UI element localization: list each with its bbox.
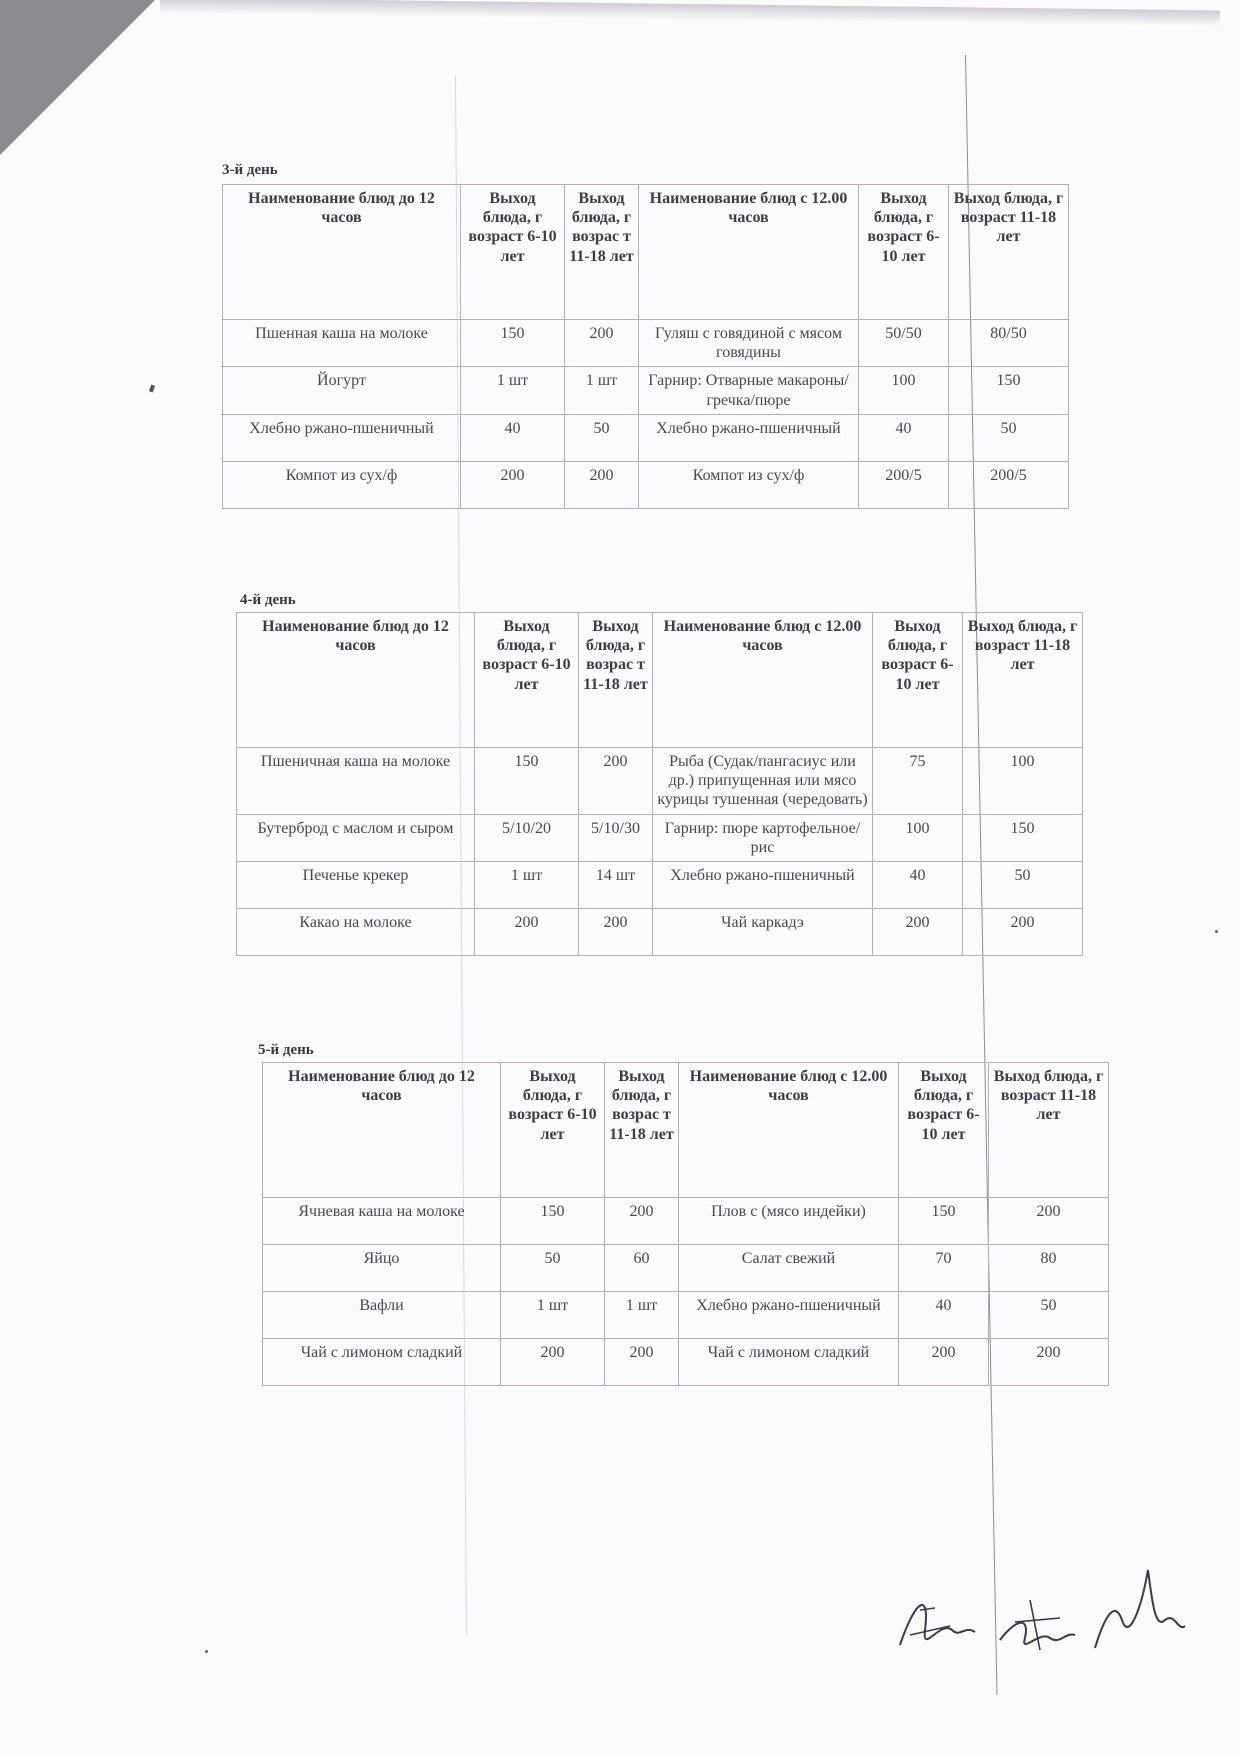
yield-6-10-b: 40	[859, 414, 949, 461]
yield-11-18-b: 200/5	[949, 461, 1069, 508]
dish-after-noon: Гарнир: Отварные макароны/ гречка/пюре	[639, 367, 859, 414]
dish-after-noon: Хлебно ржано-пшеничный	[653, 861, 873, 908]
yield-11-18: 60	[605, 1245, 679, 1292]
table-row	[237, 814, 1083, 861]
header-yield-6-10-b: Выход блюда, г возраст 6-10 лет	[873, 613, 963, 748]
yield-6-10-b: 100	[859, 367, 949, 414]
header-after-noon: Наименование блюд с 12.00 часов	[653, 613, 873, 748]
header-yield-11-18-b: Выход блюда, г возраст 11-18 лет	[949, 185, 1069, 320]
day-4-menu	[236, 612, 1082, 956]
header-before-noon: Наименование блюд до 12 часов	[223, 185, 461, 320]
yield-6-10: 150	[501, 1198, 605, 1245]
table-row	[237, 748, 1083, 815]
table-row	[263, 1198, 1109, 1245]
day-5-menu	[262, 1062, 1108, 1386]
yield-11-18: 200	[605, 1339, 679, 1386]
table-row	[237, 861, 1083, 908]
dish-before-noon: Чай с лимоном сладкий	[263, 1339, 501, 1386]
yield-11-18-b: 100	[963, 748, 1083, 815]
yield-6-10: 40	[461, 414, 565, 461]
yield-11-18-b: 50	[963, 861, 1083, 908]
table-row	[263, 1292, 1109, 1339]
yield-11-18-b: 200	[989, 1198, 1109, 1245]
dish-before-noon: Какао на молоке	[237, 908, 475, 955]
menu-table	[236, 612, 1083, 956]
yield-11-18: 14 шт	[579, 861, 653, 908]
dish-before-noon: Пшенная каша на молоке	[223, 320, 461, 367]
header-yield-6-10: Выход блюда, г возраст 6-10 лет	[461, 185, 565, 320]
yield-11-18-b: 50	[989, 1292, 1109, 1339]
dish-after-noon: Плов с (мясо индейки)	[679, 1198, 899, 1245]
table-row	[223, 414, 1069, 461]
yield-11-18: 1 шт	[605, 1292, 679, 1339]
yield-6-10-b: 40	[899, 1292, 989, 1339]
dish-before-noon: Пшеничная каша на молоке	[237, 748, 475, 815]
dish-after-noon: Компот из сух/ф	[639, 461, 859, 508]
yield-11-18-b: 80/50	[949, 320, 1069, 367]
scan-corner-shadow	[0, 0, 155, 155]
table-header-row	[237, 613, 1083, 748]
header-yield-6-10-b: Выход блюда, г возраст 6-10 лет	[899, 1063, 989, 1198]
table-header-row	[223, 185, 1069, 320]
yield-6-10: 150	[461, 320, 565, 367]
yield-6-10: 1 шт	[501, 1292, 605, 1339]
header-yield-11-18-b: Выход блюда, г возраст 11-18 лет	[989, 1063, 1109, 1198]
yield-11-18: 50	[565, 414, 639, 461]
yield-11-18: 200	[605, 1198, 679, 1245]
table-header-row	[263, 1063, 1109, 1198]
day-5-title: 5-й день	[258, 1042, 314, 1058]
dish-after-noon: Хлебно ржано-пшеничный	[679, 1292, 899, 1339]
dish-after-noon: Чай с лимоном сладкий	[679, 1339, 899, 1386]
yield-11-18: 200	[565, 320, 639, 367]
yield-11-18: 5/10/30	[579, 814, 653, 861]
scan-top-edge	[160, 0, 1220, 26]
header-before-noon: Наименование блюд до 12 часов	[237, 613, 475, 748]
dish-before-noon: Хлебно ржано-пшеничный	[223, 414, 461, 461]
menu-table	[262, 1062, 1109, 1386]
header-yield-11-18-b: Выход блюда, г возраст 11-18 лет	[963, 613, 1083, 748]
yield-6-10-b: 40	[873, 861, 963, 908]
yield-11-18-b: 200	[989, 1339, 1109, 1386]
yield-6-10: 200	[501, 1339, 605, 1386]
day-4-title: 4-й день	[240, 592, 296, 608]
table-row	[223, 320, 1069, 367]
header-after-noon: Наименование блюд с 12.00 часов	[639, 185, 859, 320]
header-yield-11-18: Выход блюда, г возрас т 11-18 лет	[605, 1063, 679, 1198]
header-before-noon: Наименование блюд до 12 часов	[263, 1063, 501, 1198]
yield-6-10-b: 200	[873, 908, 963, 955]
table-row	[223, 461, 1069, 508]
dish-before-noon: Бутерброд с маслом и сыром	[237, 814, 475, 861]
yield-6-10: 50	[501, 1245, 605, 1292]
yield-11-18-b: 50	[949, 414, 1069, 461]
day-3-title: 3-й день	[222, 162, 278, 178]
yield-11-18-b: 150	[949, 367, 1069, 414]
yield-11-18: 1 шт	[565, 367, 639, 414]
table-row	[223, 367, 1069, 414]
yield-6-10-b: 100	[873, 814, 963, 861]
stray-mark	[205, 1650, 208, 1653]
header-yield-6-10: Выход блюда, г возраст 6-10 лет	[475, 613, 579, 748]
dish-after-noon: Чай каркадэ	[653, 908, 873, 955]
dish-before-noon: Вафли	[263, 1292, 501, 1339]
yield-6-10-b: 70	[899, 1245, 989, 1292]
table-row	[263, 1339, 1109, 1386]
yield-6-10: 1 шт	[475, 861, 579, 908]
yield-6-10: 200	[475, 908, 579, 955]
dish-after-noon: Гуляш с говядиной с мясом говядины	[639, 320, 859, 367]
yield-11-18-b: 150	[963, 814, 1083, 861]
dish-after-noon: Рыба (Судак/пангасиус или др.) припущенная или мясо курицы тушенная (чередовать)	[653, 748, 873, 815]
day-3-menu	[222, 184, 1068, 509]
yield-6-10-b: 50/50	[859, 320, 949, 367]
yield-6-10: 150	[475, 748, 579, 815]
header-yield-11-18: Выход блюда, г возрас т 11-18 лет	[565, 185, 639, 320]
yield-6-10-b: 75	[873, 748, 963, 815]
dish-after-noon: Гарнир: пюре картофельное/рис	[653, 814, 873, 861]
yield-6-10: 5/10/20	[475, 814, 579, 861]
yield-11-18: 200	[579, 908, 653, 955]
dish-before-noon: Печенье крекер	[237, 861, 475, 908]
table-row	[237, 908, 1083, 955]
yield-6-10: 200	[461, 461, 565, 508]
yield-11-18-b: 80	[989, 1245, 1109, 1292]
table-row	[263, 1245, 1109, 1292]
header-yield-11-18: Выход блюда, г возрас т 11-18 лет	[579, 613, 653, 748]
header-after-noon: Наименование блюд с 12.00 часов	[679, 1063, 899, 1198]
dish-after-noon: Хлебно ржано-пшеничный	[639, 414, 859, 461]
yield-6-10: 1 шт	[461, 367, 565, 414]
yield-11-18: 200	[565, 461, 639, 508]
yield-6-10-b: 200/5	[859, 461, 949, 508]
stray-mark	[1215, 930, 1218, 933]
signature	[890, 1560, 1190, 1670]
yield-6-10-b: 200	[899, 1339, 989, 1386]
yield-11-18-b: 200	[963, 908, 1083, 955]
yield-6-10-b: 150	[899, 1198, 989, 1245]
yield-11-18: 200	[579, 748, 653, 815]
dish-before-noon: Йогурт	[223, 367, 461, 414]
header-yield-6-10: Выход блюда, г возраст 6-10 лет	[501, 1063, 605, 1198]
stray-mark	[149, 385, 155, 393]
dish-after-noon: Салат свежий	[679, 1245, 899, 1292]
header-yield-6-10-b: Выход блюда, г возраст 6-10 лет	[859, 185, 949, 320]
dish-before-noon: Компот из сух/ф	[223, 461, 461, 508]
menu-table	[222, 184, 1069, 509]
dish-before-noon: Яйцо	[263, 1245, 501, 1292]
dish-before-noon: Ячневая каша на молоке	[263, 1198, 501, 1245]
